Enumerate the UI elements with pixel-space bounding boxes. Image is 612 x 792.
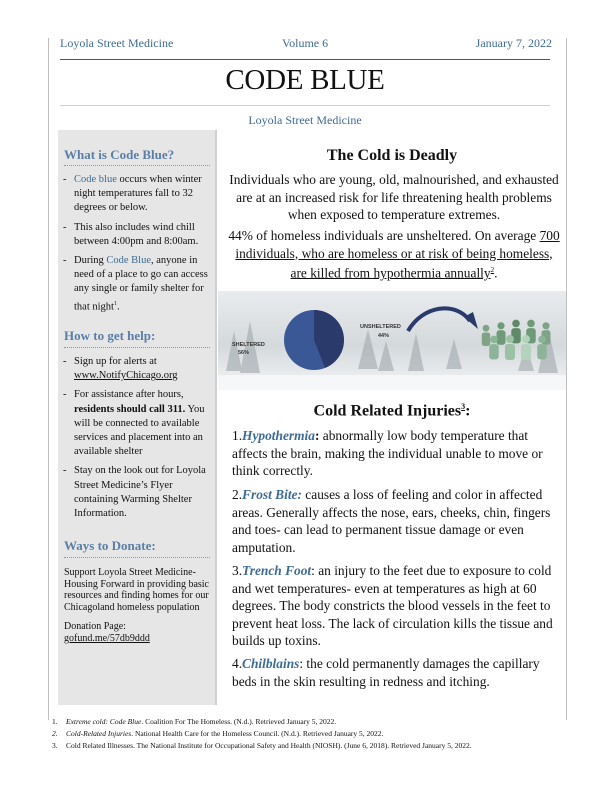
person-icon xyxy=(497,322,506,345)
injury-sep: : xyxy=(311,563,315,578)
footnote-3 xyxy=(52,740,572,752)
person-icon xyxy=(482,325,491,346)
footnote-number: 3. xyxy=(52,741,58,750)
list-item xyxy=(62,388,212,459)
statistic-text: . xyxy=(494,265,498,281)
statistic-paragraph xyxy=(228,227,560,282)
heading-text: : xyxy=(465,402,471,420)
injury-description: causes a loss of feeling and color in affected areas. Generally affects the nose, ears, cheeks, chin, fingers and toes- can lead to permanent tissue damage or even amputation. xyxy=(232,487,551,555)
page-border-left xyxy=(48,38,49,720)
list-item xyxy=(62,173,212,216)
injury-number: 3. xyxy=(232,563,243,578)
injury-term: Frost Bite: xyxy=(242,487,302,502)
sidebar-heading-what-is-code-blue: What is Code Blue? xyxy=(64,147,175,162)
title-divider xyxy=(60,105,550,106)
newsletter-subtitle: Loyola Street Medicine xyxy=(248,113,362,127)
heading-cold-related-injuries xyxy=(218,402,566,420)
sidebar-divider xyxy=(64,347,210,348)
heading-text: Cold Related Injuries xyxy=(313,402,462,420)
sheltered-percent: 56% xyxy=(238,350,250,356)
list-item-text: This also includes wind chill between 4:00pm and 8:00am. xyxy=(74,221,199,247)
donate-paragraph: Support Loyola Street Medicine-Housing Forward in providing basic resources and finding homes for our Chicagoland homeless population xyxy=(64,567,209,613)
newsletter-header xyxy=(60,36,552,54)
injury-sep: : xyxy=(314,428,320,443)
footnote-ref: 2 xyxy=(490,266,495,274)
get-help-list xyxy=(62,355,212,526)
injury-description: abnormally low body temperature that affects the brain, making the individual unable to move or think correctly. xyxy=(232,428,543,478)
sheltered-pie-chart xyxy=(284,310,344,370)
sheltered-infographic xyxy=(218,291,566,390)
sidebar-divider xyxy=(64,165,210,166)
list-item xyxy=(62,355,212,383)
sidebar-heading-ways-to-donate: Ways to Donate: xyxy=(64,538,156,553)
list-item-text: For assistance after hours, xyxy=(74,389,184,401)
injury-trench-foot xyxy=(232,562,554,650)
list-item-text: , anyone in need of a place to go can access any single or family shelter for that night xyxy=(74,255,208,313)
donation-label: Donation Page: xyxy=(64,621,126,632)
list-item xyxy=(62,221,212,249)
injury-frost-bite xyxy=(232,486,554,556)
sidebar xyxy=(58,130,217,705)
donation-link[interactable]: gofund.me/57db9ddd xyxy=(64,632,150,644)
injury-chilblains xyxy=(232,655,554,690)
code-blue-link[interactable]: Code blue xyxy=(74,174,117,185)
person-icon xyxy=(537,336,547,360)
statistic-text: 44% of homeless individuals are unsheltered. On average xyxy=(228,228,540,243)
header-org: Loyola Street Medicine xyxy=(60,36,174,50)
header-volume: Volume 6 xyxy=(282,36,329,50)
sidebar-divider xyxy=(64,557,210,558)
injury-description: an injury to the feet due to exposure to cold and wet temperatures- even at temperatures as high at 60 degrees. The body constricts the blood vessels in the feet to prevent heat loss. The lack of circulation kills the tissue and builds up toxins. xyxy=(232,563,553,648)
notify-chicago-link[interactable]: www.NotifyChicago.org xyxy=(74,370,178,382)
code-blue-list xyxy=(62,173,212,319)
unsheltered-label: UNSHELTERED xyxy=(360,324,401,330)
footnotes xyxy=(52,716,572,752)
footnote-text: Cold Related Illnesses. The National Institute for Occupational Safety and Health (NIOSH). (June 6, 2018). Retrieved January 5, 2022. xyxy=(66,741,472,750)
person-icon xyxy=(489,336,499,360)
newsletter-title: CODE BLUE xyxy=(225,64,385,96)
header-date: January 7, 2022 xyxy=(475,36,552,50)
header-divider xyxy=(60,59,550,60)
person-icon xyxy=(521,335,531,360)
injury-number: 2. xyxy=(232,487,243,502)
injury-term: Trench Foot xyxy=(242,563,312,578)
footnote-1 xyxy=(52,716,572,728)
list-item-text: During xyxy=(74,255,107,267)
injury-term: Chilblains xyxy=(242,656,300,671)
page-border-right xyxy=(566,38,567,720)
injury-number: 4. xyxy=(232,656,243,671)
hypothermia-statistic: 700 individuals, who are homeless or at risk of being homeless, are killed from hypothermia annually xyxy=(235,228,560,281)
injury-number: 1. xyxy=(232,428,243,443)
donation-page xyxy=(64,621,210,644)
footnote-text: . National Health Care for the Homeless Council. (N.d.). Retrieved January 5, 2022. xyxy=(131,729,384,738)
injury-hypothermia xyxy=(232,427,554,480)
sidebar-heading-how-to-get-help: How to get help: xyxy=(64,328,156,343)
sheltered-label: SHELTERED xyxy=(232,342,265,348)
footnote-ref: 3 xyxy=(461,402,466,411)
risk-paragraph: Individuals who are young, old, malnourished, and exhausted are at an increased risk for life threatening health problems when exposed to temperature extremes. xyxy=(229,172,559,222)
list-item xyxy=(62,254,212,314)
footnote-title: Extreme cold: Code Blue xyxy=(66,717,142,726)
unsheltered-percent: 44% xyxy=(378,333,390,339)
injury-term: Hypothermia xyxy=(242,428,315,443)
heading-cold-is-deadly: The Cold is Deadly xyxy=(326,147,458,164)
list-item-text: Stay on the look out for Loyola Street Medicine’s Flyer containing Warming Shelter Information. xyxy=(74,465,206,520)
call-311-text: residents should call 311. xyxy=(74,403,186,415)
list-item-text: You will be connected to available services and placement into an available shelter xyxy=(74,403,205,458)
injury-description: : the cold permanently damages the capillary beds in the skin resulting in redness and itching. xyxy=(232,656,540,689)
list-item-text: . xyxy=(116,301,120,313)
footnote-text: . Coalition For The Homeless. (N.d.). Retrieved January 5, 2022. xyxy=(141,717,337,726)
footnote-title: Cold-Related Injuries xyxy=(66,729,132,738)
footnote-2 xyxy=(52,728,572,740)
footnote-number: 1. xyxy=(52,717,58,726)
person-icon xyxy=(505,335,515,360)
footnote-number: 2. xyxy=(52,729,58,738)
list-item-text: occurs when winter night temperatures fall to 32 degrees or below. xyxy=(74,174,202,214)
footnote-ref: 1 xyxy=(113,300,117,307)
list-item-text: Sign up for alerts at xyxy=(74,356,157,367)
code-blue-link[interactable]: Code Blue xyxy=(106,255,151,267)
list-item xyxy=(62,464,212,521)
